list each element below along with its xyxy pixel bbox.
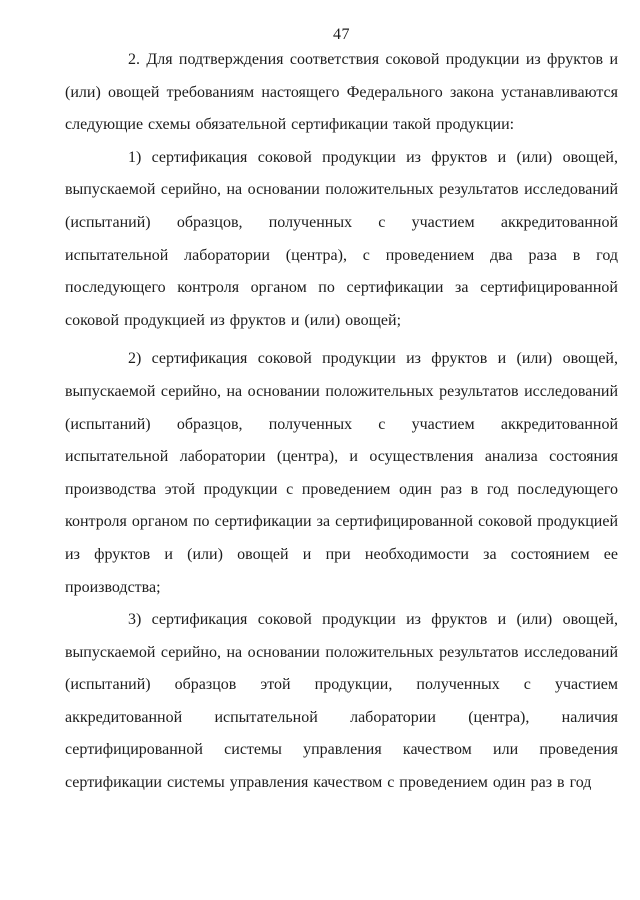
paragraph-item-3: 3) сертификация соковой продукции из фруктов и (или) овощей, выпускаемой серийно, на основании положительных результатов исследований (испытаний) образцов этой продукции, полученных с участием аккредитованной испытательной лаборатории (центра), наличия сертифицированной системы управления качеством или проведения сертификации системы управления качеством с проведением один раз в год: [65, 611, 618, 792]
paragraph-clause-2: 2. Для подтверждения соответствия соковой продукции из фруктов и (или) овощей требованиям настоящего Федерального закона устанавливаются следующие схемы обязательной сертификации такой продукции:: [65, 51, 618, 134]
paragraph-item-1: 1) сертификация соковой продукции из фруктов и (или) овощей, выпускаемой серийно, на основании положительных результатов исследований (испытаний) образцов, полученных с участием аккредитованной испытательной лаборатории (центра), с проведением два раза в год последующего контроля органом по сертификации за сертифицированной соковой продукцией из фруктов и (или) овощей;: [65, 148, 618, 329]
paragraph-item-2: 2) сертификация соковой продукции из фруктов и (или) овощей, выпускаемой серийно, на основании положительных результатов исследований (испытаний) образцов, полученных с участием аккредитованной испытательной лаборатории (центра), и осуществления анализа состояния производства этой продукции с проведением один раз в год последующего контроля органом по сертификации за сертифицированной соковой продукцией из фруктов и (или) овощей и при необходимости за состоянием ее производства;: [65, 350, 618, 596]
page-number: 47: [333, 26, 350, 43]
